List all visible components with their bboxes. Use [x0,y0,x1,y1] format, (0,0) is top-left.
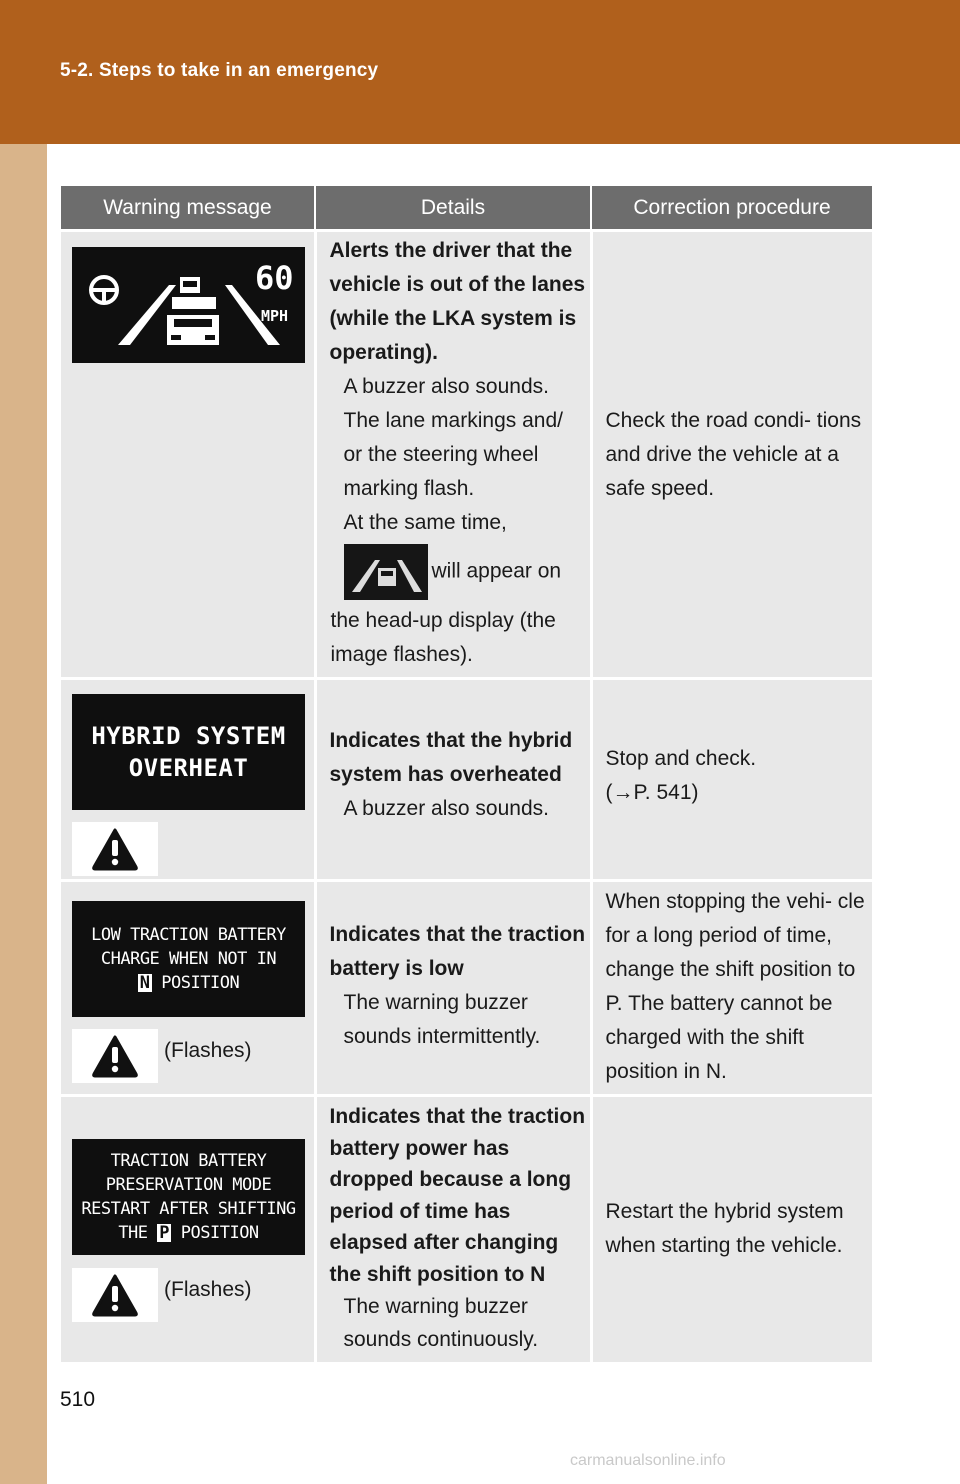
page-number: 510 [60,1388,96,1411]
side-strip [0,144,47,1484]
warning-triangle-icon [72,1268,158,1322]
details-heading: Indicates that the traction battery is low [329,923,586,980]
display-line: PRESERVATION MODE [105,1175,272,1195]
display-line: LOW TRACTION BATTERY [91,925,286,945]
display-line: HYBRID SYSTEM [91,722,286,750]
hybrid-overheat-display [72,694,305,810]
correction-cell [591,881,872,1096]
details-inline-text: will appear on [431,559,562,583]
gear-n-icon: N [139,973,150,993]
section-title: 5-2. Steps to take in an emergency [60,60,379,81]
warning-cell [61,231,315,679]
display-line-text: POSITION [161,973,240,993]
details-heading: Indicates that the traction battery power has dropped because a long period of time has elapsed after changing the shift position to N [329,1105,586,1286]
table-row [61,1096,872,1362]
flashes-label: (Flashes) [164,1039,252,1062]
preservation-mode-display [72,1139,305,1255]
correction-cell [591,679,872,881]
speed-unit: MPH [261,307,289,325]
warning-triangle-icon [72,822,158,876]
details-note: The warning buzzer sounds continuously. [343,1295,539,1351]
header-details: Details [315,186,591,231]
details-note: At the same time, [343,511,507,534]
header-correction-procedure: Correction procedure [591,186,872,231]
hud-lane-icon [344,544,428,600]
details-cell [315,679,591,881]
display-line-text: POSITION [180,1223,259,1243]
header-warning-message: Warning message [61,186,315,231]
display-line: OVERHEAT [128,754,249,782]
low-battery-display [72,901,305,1017]
display-line-text: THE [118,1223,148,1243]
correction-text: Check the road condi- tions and drive the vehicle at a safe speed. [605,408,862,500]
page-header [0,0,960,144]
gear-p-icon: P [159,1223,170,1243]
details-note: the head-up display (the image flashes). [330,609,556,666]
correction-cell [591,1096,872,1362]
correction-text: Restart the hybrid system when starting the vehicle. [605,1200,844,1258]
table-row [61,881,872,1096]
details-cell [315,231,591,679]
display-line [138,971,239,995]
details-inline [330,544,586,600]
warning-cell [61,881,315,1096]
speed-readout: 60 [255,259,294,297]
display-line: RESTART AFTER SHIFTING [81,1199,296,1219]
correction-text: When stopping the vehi- cle for a long period of time, change the shift position to P. The battery cannot be charged with the shift position in N. [605,890,865,1083]
correction-text: Stop and check. [605,747,757,770]
table-header-row [61,186,872,231]
details-heading: Alerts the driver that the vehicle is out of the lanes (while the LKA system is operating). [329,239,586,364]
table-row [61,231,872,679]
warning-table [61,186,872,1362]
correction-cell [591,231,872,679]
warning-cell [61,679,315,881]
details-note: The warning buzzer sounds intermittently. [343,991,541,1048]
details-note: A buzzer also sounds. [343,797,549,820]
display-line [118,1221,258,1245]
page-reference: (→P. 541) [605,781,699,804]
lka-display [72,247,305,363]
display-line: TRACTION BATTERY [110,1151,267,1171]
warning-triangle-icon [72,1029,158,1083]
details-cell [315,1096,591,1362]
flashes-label: (Flashes) [164,1278,252,1301]
display-line: CHARGE WHEN NOT IN [100,949,277,969]
details-heading: Indicates that the hybrid system has overheated [329,729,573,786]
warning-cell [61,1096,315,1362]
watermark: carmanualsonline.info [570,1452,726,1469]
table-row [61,679,872,881]
details-note: A buzzer also sounds. The lane markings and/ or the steering wheel marking flash. [343,375,563,500]
details-cell [315,881,591,1096]
